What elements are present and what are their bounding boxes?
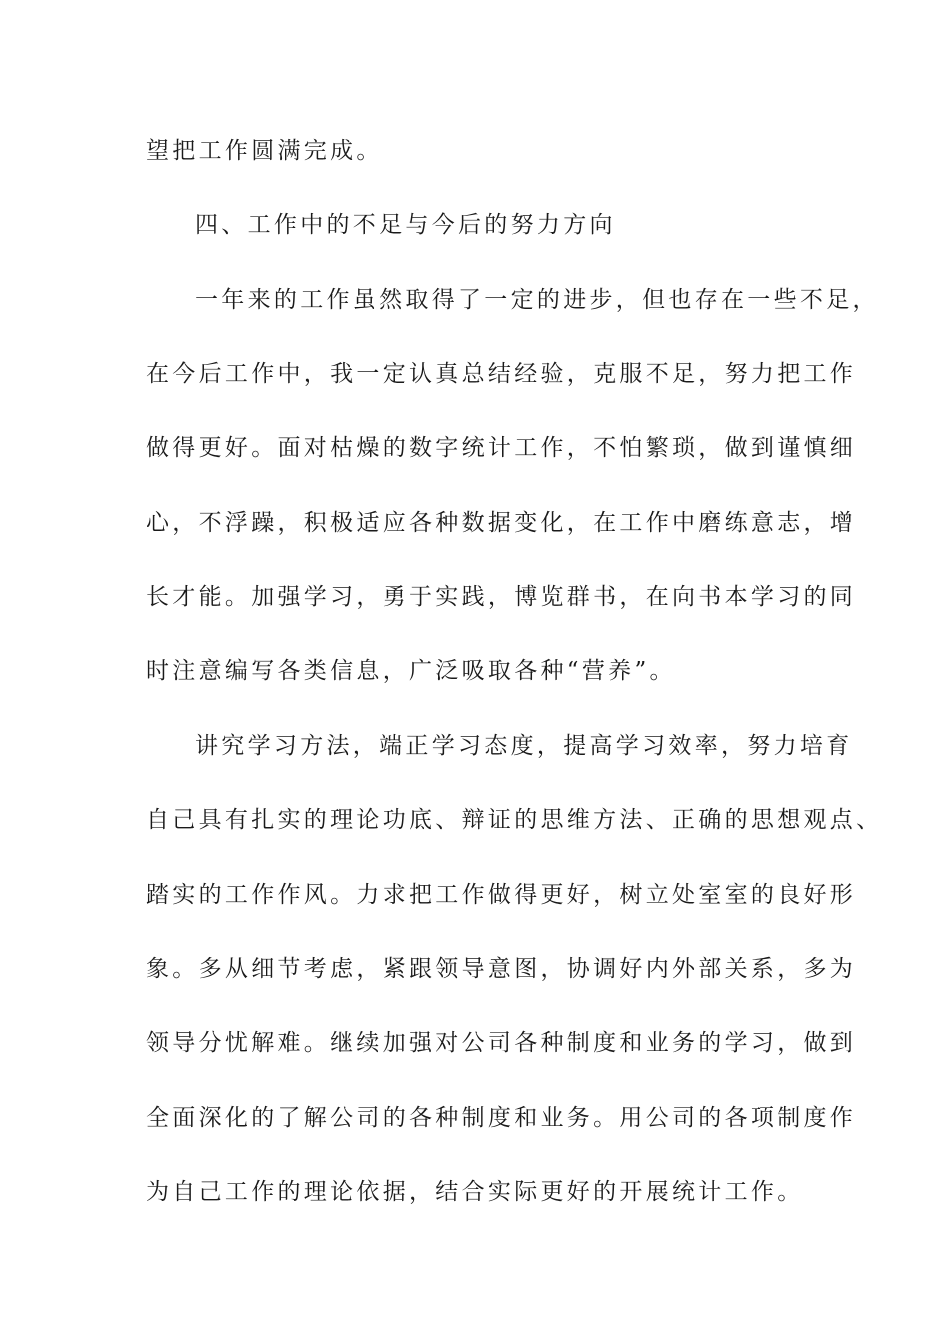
section-heading: 四、工作中的不足与今后的努力方向 (195, 212, 616, 238)
text-line: 望把工作圆满完成。 (146, 138, 383, 164)
text-line: 做得更好。面对枯燥的数字统计工作，不怕繁琐，做到谨慎细 (146, 435, 857, 461)
text-line: 在今后工作中，我一定认真总结经验，克服不足，努力把工作 (146, 361, 857, 387)
text-line: 象。多从细节考虑，紧跟领导意图，协调好内外部关系，多为 (146, 956, 857, 982)
text-line: 全面深化的了解公司的各种制度和业务。用公司的各项制度作 (146, 1105, 857, 1131)
text-line: 为自己工作的理论依据，结合实际更好的开展统计工作。 (146, 1179, 804, 1205)
text-line: 领导分忧解难。继续加强对公司各种制度和业务的学习，做到 (146, 1030, 857, 1056)
text-line: 一年来的工作虽然取得了一定的进步，但也存在一些不足， (195, 287, 879, 313)
text-line: 长才能。加强学习，勇于实践，博览群书，在向书本学习的同 (146, 584, 857, 610)
text-line: 自己具有扎实的理论功底、辩证的思维方法、正确的思想观点、 (146, 807, 883, 833)
text-line: 踏实的工作作风。力求把工作做得更好，树立处室室的良好形 (146, 882, 857, 908)
text-line: 心，不浮躁，积极适应各种数据变化，在工作中磨练意志，增 (146, 510, 857, 536)
text-line: 时注意编写各类信息，广泛吸取各种“营养”。 (146, 658, 676, 684)
text-line: 讲究学习方法，端正学习态度，提高学习效率，努力培育 (195, 733, 853, 759)
